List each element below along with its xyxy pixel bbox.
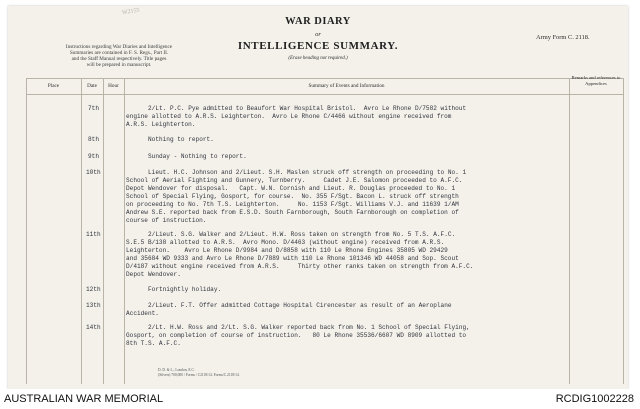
entry-line: 2/Lt. H.W. Ross and 2/Lt. S.G. Walker reported back from No. 1 School of Special Flying, (148, 324, 470, 331)
entry-date: 7th (88, 105, 99, 112)
entry-line: 2/Lieut. S.G. Walker and 2/Lieut. H.W. Ross taken on strength from No. 5 T.S. A.F.C. (148, 231, 456, 238)
rule-hour-summary (124, 78, 125, 384)
entry-date: 13th (86, 302, 101, 309)
imprint-line: D. D. & L., London, E.C. (158, 368, 195, 372)
page-title: INTELLIGENCE SUMMARY. (237, 40, 399, 52)
col-place: Place (47, 83, 60, 89)
entry-line: 2/Lt. P.C. Pye admitted to Beaufort War Hospital Bristol. Avro Le Rhone D/7582 without (148, 105, 467, 112)
entry-line: Fortnightly holiday. (148, 286, 222, 293)
diary-page (8, 6, 628, 389)
instructions-line: and the Staff Manual respectively. Title pages (71, 56, 167, 62)
col-remarks: Remarks and references to Appendices (571, 75, 621, 86)
entry-line: Gosport, on completion of course of instruction. 80 Le Rhone 35536/6607 WD 8909 allotted to (126, 332, 467, 339)
entry-line: Leighterton. Avro Le Rhone D/9984 and D/8858 with 110 Le Rhone Engines 35805 WD 29429 (126, 247, 448, 254)
entry-line: 8th T.S. A.F.C. (126, 340, 181, 347)
entry-line: Nothing to report. (148, 136, 214, 143)
form-number: Army Form C. 2118. (536, 34, 590, 41)
entry-date: 10th (86, 169, 101, 176)
entry-line: Accident. (126, 310, 159, 317)
pencil-mark: W2155 (121, 7, 141, 17)
entry-line: Depot Wendover for disposal. Capt. W.N. Cornish and Lieut. R. Douglas proceeded to No. 1 (126, 185, 456, 192)
entry-date: 9th (88, 153, 99, 160)
instructions-line: will be prepared in manuscript. (86, 62, 152, 68)
title-or: or (315, 31, 321, 38)
entry-line: Andrew S.E. reported back from E.S.D. South Farnborough, South Farnborough on completion of (126, 209, 459, 216)
title-war-diary: WAR DIARY (285, 16, 351, 27)
header-top-rule (26, 78, 624, 79)
entry-date: 12th (86, 286, 101, 293)
entry-date: 8th (88, 136, 99, 143)
entry-line: and 35684 WD 9333 and Avro Le Rhone D/7889 with 110 Le Rhone 101346 WD 44058 and Sop. Scout (126, 255, 459, 262)
instructions-line: Summaries are contained in F. S. Regs., Part II. (69, 50, 169, 56)
entry-line: School of Aerial Fighting and Gunnery, Turnberry. Cadet J.E. Salomon proceeded to A.F.C. (126, 177, 463, 184)
col-summary: Summary of Events and Information (308, 83, 385, 89)
col-date: Date (87, 83, 97, 89)
rule-right (623, 78, 624, 384)
entry-line: D/4187 without engine received from A.R.S. Thirty other ranks taken on strength from A.F.C. (126, 263, 474, 270)
entry-line: course of instruction. (126, 217, 207, 224)
imprint-line: (Silvers) 700,000 / Forms / C2118/14. Forms/C.2118/14. (158, 373, 240, 377)
entry-date: 11th (86, 231, 101, 238)
instructions-line: Instructions regarding War Diaries and Intelligence (65, 44, 173, 50)
entry-line: engine allotted to A.R.S. Leighterton. Avro Le Rhone C/4466 without engine received from (126, 113, 452, 120)
entry-line: S.E.5 B/138 allotted to A.R.S. Avro Mono. D/4463 (without engine) received from A.R.S. (126, 239, 445, 246)
entry-line: Lieut. H.C. Johnson and 2/Lieut. S.H. Maslen struck off strength on proceeding to No. 1 (148, 169, 467, 176)
entry-line: on proceeding to No. 7th T.S. Leighterton. No. 1153 F/Sgt. Williams V.J. and 11639 1/AM (126, 201, 459, 208)
rule-place-date (81, 78, 82, 384)
archive-name: AUSTRALIAN WAR MEMORIAL (4, 393, 164, 405)
entry-line: 2/Lieut. F.T. Offer admitted Cottage Hospital Cirencester as result of an Aeroplane (148, 302, 452, 309)
archive-footer (0, 389, 640, 409)
rule-date-hour (103, 78, 104, 384)
entry-line: A.R.S. Leighterton. (126, 121, 196, 128)
col-hour: Hour (108, 83, 119, 89)
entry-date: 14th (86, 324, 101, 331)
entry-line: School of Special Flying, Gosport, for course. No. 355 F/Sgt. Bacon L. struck off strength (126, 193, 459, 200)
archive-reference: RCDIG1002228 (555, 393, 634, 405)
rule-left (26, 78, 27, 384)
entry-line: Sunday - Nothing to report. (148, 153, 247, 160)
entry-line: Depot Wendover. (126, 271, 181, 278)
header-bottom-rule (26, 94, 624, 95)
page-subtitle: (Erase heading not required.) (288, 56, 348, 61)
rule-summary-remarks (569, 78, 570, 384)
